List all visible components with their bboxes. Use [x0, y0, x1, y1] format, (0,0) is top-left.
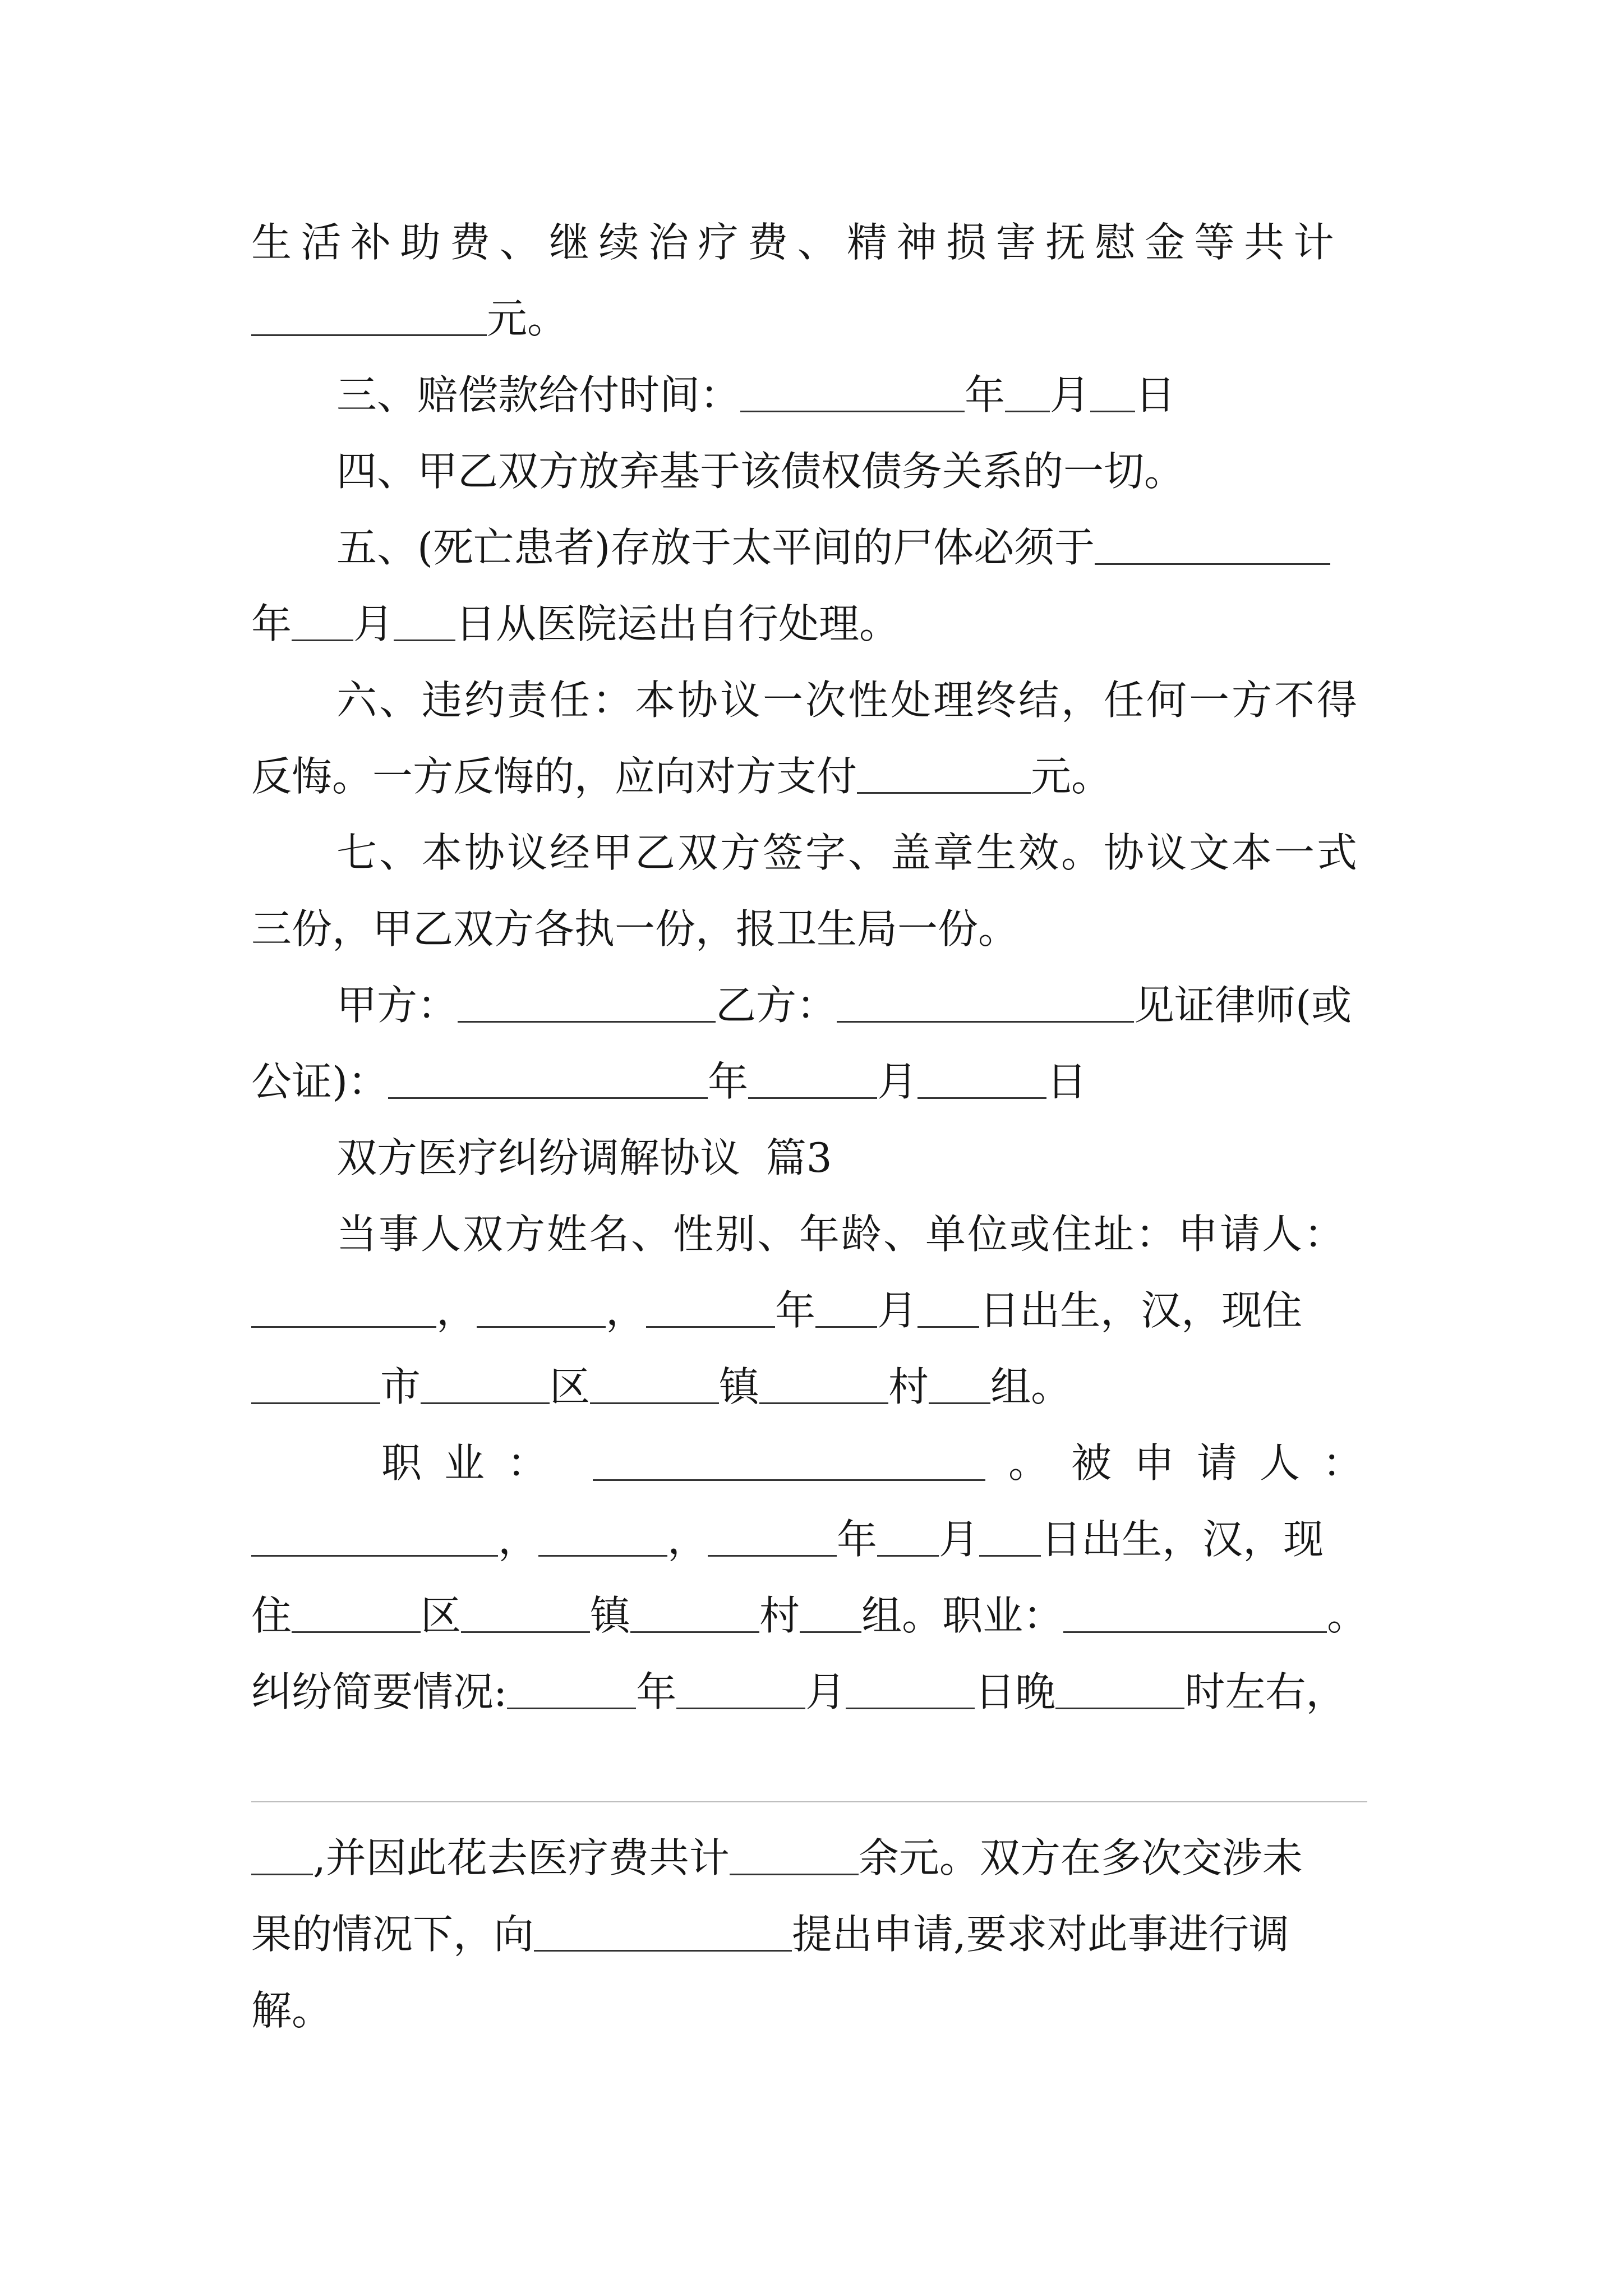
line-text: 见证律师(或 [1134, 982, 1352, 1029]
fill-blank [251, 1292, 436, 1328]
fill-blank [1095, 530, 1330, 565]
fill-blank [917, 1292, 979, 1328]
fill-blank [748, 1064, 877, 1099]
line-text: 年 [837, 1516, 878, 1563]
fill-blank [421, 1369, 550, 1404]
fill-blank [929, 1369, 990, 1404]
fill-blank [458, 987, 716, 1023]
fill-blank [461, 1598, 590, 1633]
fill-blank [1005, 377, 1050, 412]
heading-text: 双方医疗纠纷调解协议 篇3 [336, 1134, 832, 1181]
line-text: 月 [805, 1668, 846, 1715]
line-text: 提出申请,要求对此事进行调 [792, 1911, 1289, 1958]
fill-blank [292, 606, 353, 641]
line-text: 日从医院运出自行处理。 [455, 600, 900, 647]
line-text: 六、违约责任：本协议一次性处理终结，任何一方不得 [336, 677, 1360, 724]
line-text: 。 [1327, 1592, 1368, 1639]
text-line [251, 1896, 1384, 1972]
fill-blank [759, 1369, 888, 1404]
line-text: 年 [965, 371, 1006, 418]
line-text: 果的情况下，向 [251, 1911, 534, 1958]
text-line [251, 738, 1384, 815]
fill-blank [917, 1064, 1046, 1099]
line-text: 镇 [590, 1592, 631, 1639]
fill-blank [477, 1292, 606, 1328]
fill-blank [646, 1292, 775, 1328]
text-line [251, 1972, 1384, 2049]
fill-blank [800, 1598, 861, 1633]
text-line [251, 1820, 1384, 1896]
text-line [251, 1577, 1384, 1654]
text-line [251, 586, 1384, 662]
line-text: 住 [251, 1592, 292, 1639]
line-text: ， [606, 1287, 647, 1334]
line-text: 月 [353, 600, 394, 647]
line-text: 三、赔偿款给付时间： [336, 371, 741, 418]
fill-blank [534, 1916, 792, 1952]
line-text: 余元。双方在多次交涉未 [858, 1834, 1303, 1881]
line-text: 市 [380, 1363, 421, 1410]
fill-blank [538, 1521, 667, 1557]
fill-blank [676, 1674, 805, 1709]
fill-blank [251, 301, 487, 336]
line-text: 反悔。一方反悔的，应向对方支付 [251, 753, 857, 800]
text-line [336, 662, 1384, 738]
line-text: ,并因此花去医疗费共计 [313, 1834, 730, 1881]
fill-blank [730, 1840, 859, 1875]
fill-blank [877, 1521, 939, 1557]
line-text: 三份，甲乙双方各执一份，报卫生局一份。 [251, 905, 1019, 953]
text-line [251, 1349, 1384, 1425]
text-line [251, 1501, 1384, 1577]
horizontal-rule [251, 1801, 1367, 1802]
line-text: 日出生，汉，现住 [979, 1287, 1303, 1334]
line-text: 村 [888, 1363, 929, 1410]
text-line [251, 280, 1384, 357]
line-text: 乙方： [716, 982, 837, 1029]
text-line [336, 967, 1384, 1043]
section-heading [336, 1120, 1384, 1196]
fill-blank [1063, 1598, 1327, 1633]
fill-blank [1090, 377, 1135, 412]
line-text: 日晚 [975, 1668, 1056, 1715]
fill-blank [388, 1064, 708, 1099]
fill-blank [251, 1840, 313, 1875]
line-text: ， [498, 1516, 539, 1563]
line-text: 组。 [990, 1363, 1072, 1410]
line-text: 公证)： [251, 1058, 389, 1105]
text-line [251, 1272, 1384, 1349]
fill-blank [590, 1369, 719, 1404]
line-text: 五、(死亡患者)存放于太平间的尸体必须于 [336, 524, 1095, 571]
line-text: 七、本协议经甲乙双方签字、盖章生效。协议文本一式 [336, 829, 1360, 876]
fill-blank [251, 1369, 380, 1404]
line-text: 日 [1046, 1058, 1087, 1105]
line-text: 时左右， [1184, 1668, 1347, 1715]
line-text: 年 [708, 1058, 749, 1105]
text-line [251, 891, 1384, 967]
fill-blank [394, 606, 455, 641]
text-line [336, 1196, 1384, 1272]
line-text: 区 [550, 1363, 591, 1410]
fill-blank [593, 1446, 985, 1481]
line-text: 月 [1050, 371, 1091, 418]
fill-blank [507, 1674, 636, 1709]
line-text: 月 [939, 1516, 980, 1563]
line-text: 月 [877, 1287, 918, 1334]
line-text: 当事人双方姓名、性别、年龄、单位或住址：申请人： [336, 1211, 1347, 1258]
text-line [336, 433, 1384, 509]
line-text: 组。职业： [861, 1592, 1064, 1639]
text-line [336, 357, 1384, 433]
text-line [336, 815, 1384, 891]
line-text: ， [667, 1516, 708, 1563]
fill-blank [857, 758, 1031, 794]
line-text: 村 [759, 1592, 800, 1639]
fill-blank [815, 1292, 877, 1328]
line-text: 元。 [1031, 753, 1112, 800]
fill-blank [837, 987, 1134, 1023]
line-text: 解。 [251, 1987, 333, 2034]
text-line [251, 1043, 1384, 1120]
line-text: 生活补助费、继续治疗费、精神损害抚慰金等共计 [251, 219, 1344, 266]
fill-blank [630, 1598, 759, 1633]
text-line [381, 1425, 1385, 1501]
text-line [251, 1654, 1384, 1730]
text-line [336, 509, 1384, 586]
line-text: 甲方： [336, 982, 458, 1029]
line-text: 。被申请人： [1008, 1439, 1385, 1487]
line-text: 四、甲乙双方放弃基于该债权债务关系的一切。 [336, 448, 1185, 495]
line-text: 年 [775, 1287, 816, 1334]
fill-blank [708, 1521, 837, 1557]
line-text: ， [436, 1287, 477, 1334]
line-text: 镇 [719, 1363, 760, 1410]
fill-blank [846, 1674, 975, 1709]
line-text: 日出生，汉，现 [1041, 1516, 1324, 1563]
fill-blank [292, 1598, 421, 1633]
line-text: 年 [636, 1668, 677, 1715]
line-text: 纠纷简要情况: [251, 1668, 508, 1715]
line-text: 日 [1135, 371, 1176, 418]
line-text: 元。 [487, 295, 568, 342]
fill-blank [1055, 1674, 1184, 1709]
fill-blank [251, 1521, 498, 1557]
fill-blank [979, 1521, 1041, 1557]
line-text: 区 [421, 1592, 462, 1639]
line-text: 年 [251, 600, 292, 647]
line-text: 月 [877, 1058, 918, 1105]
fill-blank [740, 377, 965, 412]
text-line [251, 204, 1384, 280]
line-text: 职业： [381, 1439, 570, 1487]
